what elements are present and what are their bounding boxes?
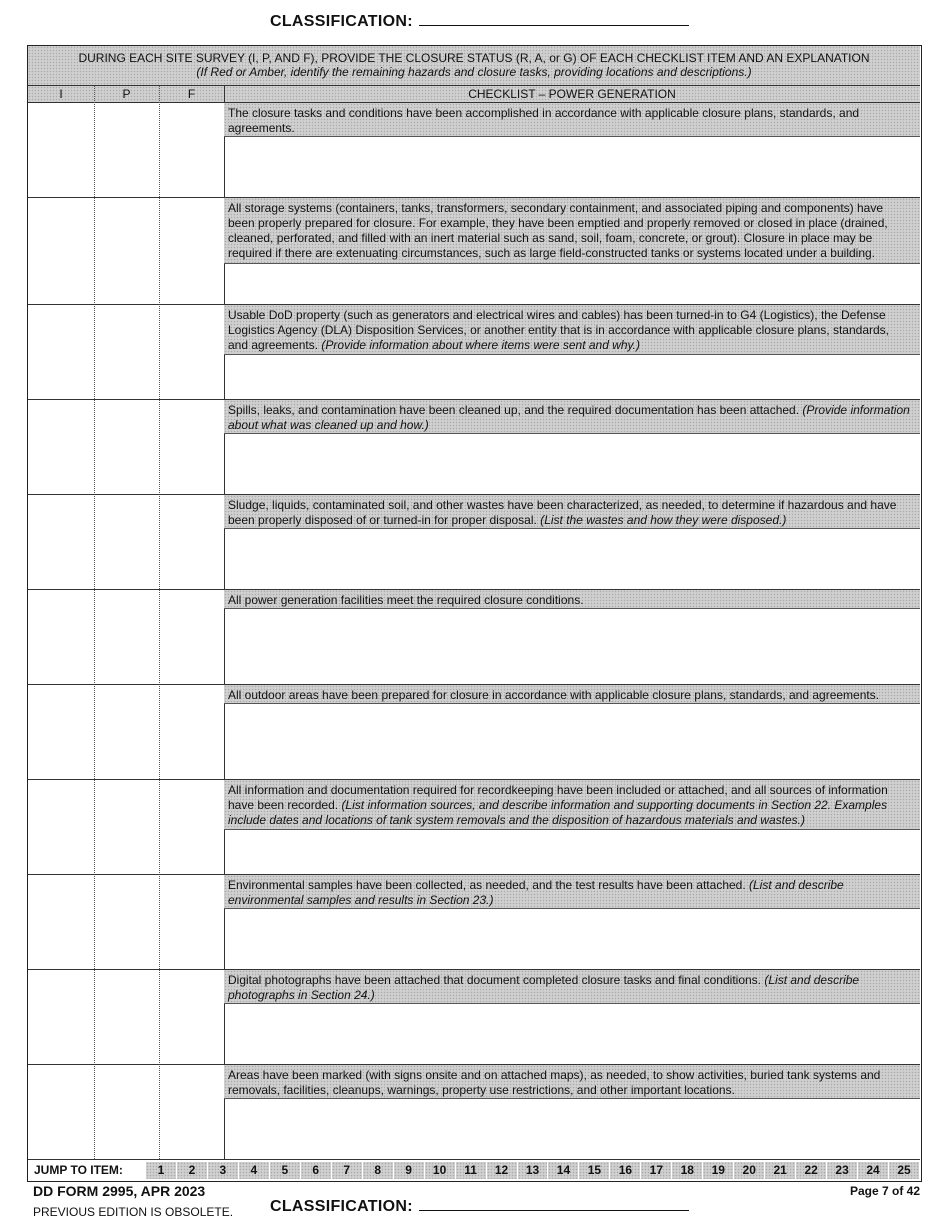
status-cell-f[interactable]: [159, 685, 224, 779]
item-statement: All outdoor areas have been prepared for closure in accordance with applicable closure plans, standards, and agreements.: [228, 688, 880, 702]
status-cell-i[interactable]: [28, 1065, 94, 1159]
explanation-field[interactable]: [224, 830, 920, 874]
jump-to-item-button[interactable]: 4: [239, 1162, 270, 1179]
explanation-field[interactable]: [224, 137, 920, 197]
item-statement: Areas have been marked (with signs onsite and on attached maps), as needed, to show activities, buried tank systems and removals, facilities, cleanups, warnings, property use restrictions, and other important locations.: [228, 1068, 881, 1097]
status-cell-p[interactable]: [94, 198, 159, 304]
item-statement: All power generation facilities meet the required closure conditions.: [228, 593, 584, 607]
status-cell-f[interactable]: [159, 1065, 224, 1159]
item-statement: Usable DoD property (such as generators and electrical wires and cables) has been turned-in to G4 (Logistics), the Defense Logistics Agency (DLA) Disposition Services, or another entity that is in accordance with applicable closure plans, standards, and agreements.: [228, 308, 890, 352]
status-cell-i[interactable]: [28, 685, 94, 779]
jump-to-item-button[interactable]: 21: [765, 1162, 796, 1179]
jump-to-item-button[interactable]: 1: [146, 1162, 177, 1179]
status-cell-f[interactable]: [159, 103, 224, 197]
explanation-field[interactable]: [224, 909, 920, 969]
classification-field[interactable]: [419, 11, 689, 26]
explanation-field[interactable]: [224, 264, 920, 304]
status-cell-i[interactable]: [28, 198, 94, 304]
jump-to-item-button[interactable]: 8: [363, 1162, 394, 1179]
status-cell-p[interactable]: [94, 400, 159, 494]
status-cell-p[interactable]: [94, 103, 159, 197]
item-statement: All storage systems (containers, tanks, transformers, secondary containment, and associated piping and components) have been properly prepared for closure. For example, they have been emptied and properly removed or closed in place (drained, cleaned, perforated, and filled with an inert material such as sand, soil, foam, concrete, or grout). Closure in place may be required if there are extenuating circumstances, such as large field-constructed tanks or systems located under a building.: [228, 201, 888, 260]
explanation-field[interactable]: [224, 609, 920, 684]
status-cell-f[interactable]: [159, 875, 224, 969]
jump-to-item-button[interactable]: 2: [177, 1162, 208, 1179]
status-cell-f[interactable]: [159, 590, 224, 684]
checklist-item-text: [224, 198, 920, 264]
page-number: Page 7 of 42: [849, 1184, 920, 1198]
form-id: DD FORM 2995, APR 2023: [33, 1183, 206, 1199]
status-cell-p[interactable]: [94, 495, 159, 589]
classification-top: [270, 11, 689, 31]
explanation-field[interactable]: [224, 1099, 920, 1159]
item-instruction-note: (Provide information about where items were sent and why.): [321, 338, 640, 352]
explanation-field[interactable]: [224, 1004, 920, 1064]
jump-to-item-button[interactable]: 19: [703, 1162, 734, 1179]
item-instruction-note: (List the wastes and how they were disposed.): [540, 513, 787, 527]
checklist-item-text: [224, 103, 920, 137]
item-instruction-note: (List information sources, and describe information and supporting documents in Section 22. Examples include dates and locations of tank system removals and the disposition of hazardous materials and wastes.): [228, 798, 888, 827]
checklist-item-text: [224, 590, 920, 609]
instructions-header: [28, 46, 920, 86]
status-cell-i[interactable]: [28, 305, 94, 399]
jump-to-item-button[interactable]: 16: [610, 1162, 641, 1179]
checklist-row: [28, 1065, 920, 1159]
jump-to-item-button[interactable]: 18: [672, 1162, 703, 1179]
classification-label: CLASSIFICATION:: [270, 1198, 413, 1215]
status-cell-i[interactable]: [28, 400, 94, 494]
col-header-i: I: [59, 87, 63, 101]
jump-to-item-button[interactable]: 13: [518, 1162, 549, 1179]
status-cell-f[interactable]: [159, 970, 224, 1064]
checklist-form: [27, 45, 922, 1182]
checklist-item-text: [224, 495, 920, 529]
explanation-field[interactable]: [224, 434, 920, 494]
item-statement: Digital photographs have been attached that document completed closure tasks and final conditions.: [228, 973, 762, 987]
item-statement: All information and documentation required for recordkeeping have been included or attached, and all sources of information have been recorded.: [228, 783, 888, 812]
item-statement: Sludge, liquids, contaminated soil, and other wastes have been characterized, as needed, to determine if hazardous and have been properly disposed of or turned-in for proper disposal.: [228, 498, 897, 527]
classification-label: CLASSIFICATION:: [270, 13, 413, 30]
explanation-field[interactable]: [224, 704, 920, 779]
jump-to-item-button[interactable]: 24: [858, 1162, 889, 1179]
edition-note: PREVIOUS EDITION IS OBSOLETE.: [33, 1205, 234, 1219]
item-instruction-note: (List and describe photographs in Section 24.): [228, 973, 860, 1002]
item-statement: The closure tasks and conditions have been accomplished in accordance with applicable closure plans, standards, and agreements.: [228, 106, 860, 135]
jump-to-item-button[interactable]: 9: [394, 1162, 425, 1179]
jump-to-item-button[interactable]: 6: [301, 1162, 332, 1179]
jump-to-item-button[interactable]: 20: [734, 1162, 765, 1179]
status-cell-i[interactable]: [28, 875, 94, 969]
checklist-row: [28, 198, 920, 305]
checklist-row: [28, 103, 920, 198]
jump-to-item-button[interactable]: 5: [270, 1162, 301, 1179]
checklist-item-text: [224, 875, 920, 909]
jump-label: JUMP TO ITEM:: [34, 1163, 123, 1177]
column-header-row: [28, 86, 920, 103]
jump-to-item-button[interactable]: 10: [425, 1162, 456, 1179]
checklist-item-text: [224, 780, 920, 830]
status-cell-f[interactable]: [159, 400, 224, 494]
instruction-line-2: (If Red or Amber, identify the remaining hazards and closure tasks, providing locations and descriptions.): [196, 65, 752, 79]
checklist-row: [28, 400, 920, 495]
item-statement: Environmental samples have been collected, as needed, and the test results have been attached.: [228, 878, 746, 892]
status-cell-i[interactable]: [28, 970, 94, 1064]
jump-to-item-button[interactable]: 3: [208, 1162, 239, 1179]
jump-to-item-button[interactable]: 7: [332, 1162, 363, 1179]
jump-to-item-button[interactable]: 11: [456, 1162, 487, 1179]
checklist-row: [28, 780, 920, 875]
explanation-field[interactable]: [224, 529, 920, 589]
jump-to-item-button[interactable]: 23: [827, 1162, 858, 1179]
jump-to-item-bar: [28, 1159, 920, 1181]
col-header-p: P: [122, 87, 131, 101]
status-cell-i[interactable]: [28, 590, 94, 684]
checklist-row: [28, 305, 920, 400]
status-cell-p[interactable]: [94, 1065, 159, 1159]
col-header-checklist: CHECKLIST – POWER GENERATION: [468, 87, 676, 101]
jump-to-item-button[interactable]: 14: [548, 1162, 579, 1179]
checklist-row: [28, 875, 920, 970]
checklist-row: [28, 685, 920, 780]
jump-to-item-button[interactable]: 22: [796, 1162, 827, 1179]
status-cell-f[interactable]: [159, 495, 224, 589]
status-cell-p[interactable]: [94, 780, 159, 874]
jump-to-item-button[interactable]: 25: [889, 1162, 920, 1179]
checklist-row: [28, 970, 920, 1065]
status-cell-f[interactable]: [159, 780, 224, 874]
checklist-item-text: [224, 305, 920, 355]
jump-to-item-button[interactable]: 15: [579, 1162, 610, 1179]
status-cell-i[interactable]: [28, 780, 94, 874]
checklist-item-text: [224, 685, 920, 704]
checklist-row: [28, 495, 920, 590]
status-cell-f[interactable]: [159, 305, 224, 399]
status-cell-p[interactable]: [94, 875, 159, 969]
status-cell-p[interactable]: [94, 970, 159, 1064]
status-cell-p[interactable]: [94, 685, 159, 779]
status-cell-p[interactable]: [94, 590, 159, 684]
checklist-item-text: [224, 1065, 920, 1099]
checklist-item-text: [224, 400, 920, 434]
instruction-line-1: DURING EACH SITE SURVEY (I, P, AND F), PROVIDE THE CLOSURE STATUS (R, A, or G) OF EACH CHECKLIST ITEM AND AN EXPLANATION: [78, 51, 870, 65]
classification-field[interactable]: [419, 1196, 689, 1211]
status-cell-i[interactable]: [28, 495, 94, 589]
checklist-item-text: [224, 970, 920, 1004]
jump-to-item-button[interactable]: 12: [487, 1162, 518, 1179]
checklist-row: [28, 590, 920, 685]
col-header-f: F: [187, 87, 196, 101]
status-cell-p[interactable]: [94, 305, 159, 399]
item-statement: Spills, leaks, and contamination have been cleaned up, and the required documentation has been attached.: [228, 403, 800, 417]
status-cell-i[interactable]: [28, 103, 94, 197]
jump-to-item-button[interactable]: 17: [641, 1162, 672, 1179]
classification-bottom: [270, 1196, 689, 1216]
item-instruction-note: (List and describe environmental samples and results in Section 23.): [228, 878, 844, 907]
explanation-field[interactable]: [224, 355, 920, 399]
status-cell-f[interactable]: [159, 198, 224, 304]
item-instruction-note: (Provide information about what was cleaned up and how.): [228, 403, 910, 432]
